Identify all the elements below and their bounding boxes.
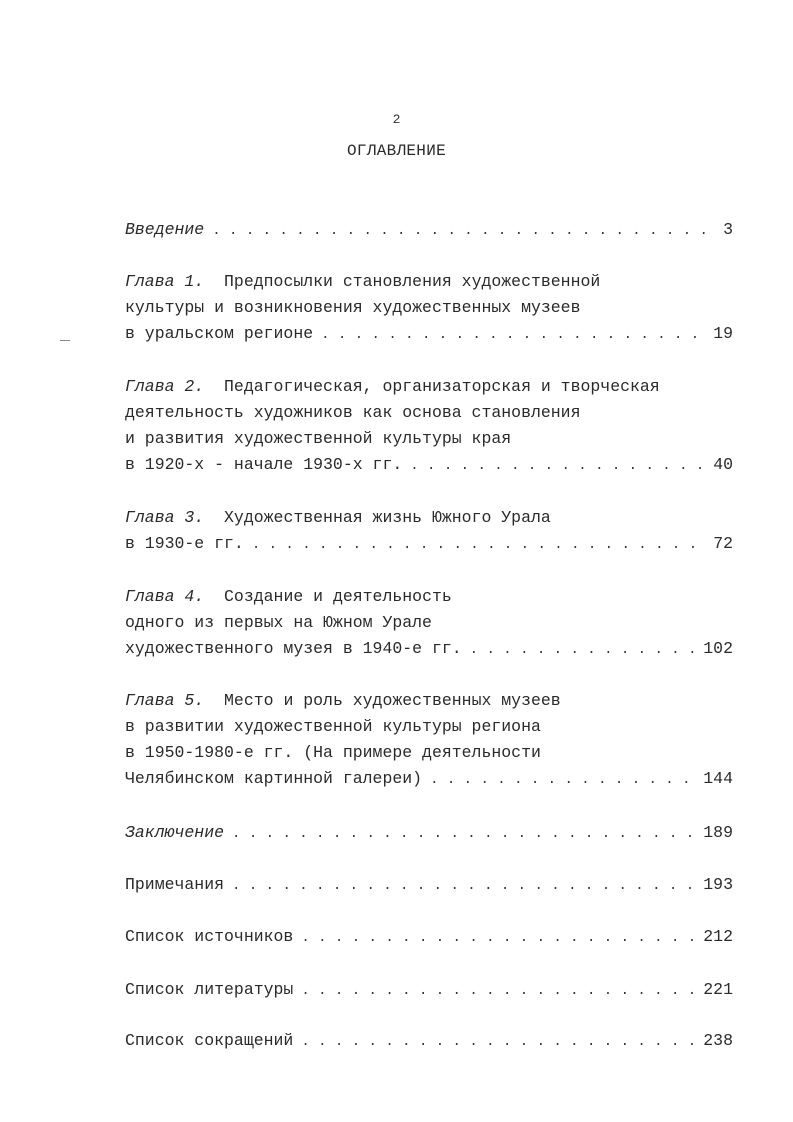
dot-leader <box>301 1028 695 1055</box>
dot-leader <box>470 636 696 663</box>
toc-entry-sources[interactable] <box>125 924 733 950</box>
toc-entry-line <box>125 688 733 714</box>
dot-leader <box>212 217 715 244</box>
toc-page-number: 3 <box>723 220 733 239</box>
toc-entry-label: Глава 2. <box>125 377 215 396</box>
toc-entry-text: одного из первых на Южном Урале <box>125 613 432 632</box>
toc-entry-line <box>125 426 733 452</box>
toc-entry-text: в 1950-1980-е гг. (На примере деятельности <box>125 743 541 762</box>
toc-entry-label: Глава 4. <box>125 587 215 606</box>
dot-leader <box>301 977 695 1004</box>
toc-page-number: 221 <box>703 980 733 999</box>
dot-leader <box>252 531 705 558</box>
toc-entry-label: Глава 3. <box>125 508 215 527</box>
toc-page-number: 212 <box>703 927 733 946</box>
toc-entry-text: Челябинском картинной галереи) <box>125 769 423 788</box>
toc-entry-text: художественного музея в 1940-е гг. <box>125 639 462 658</box>
toc-entry-line <box>125 505 733 531</box>
toc-entry-text: Место и роль художественных музеев <box>224 691 561 710</box>
dot-leader <box>232 820 695 847</box>
page-number: 2 <box>392 112 401 127</box>
toc-entry-text: Художественная жизнь Южного Урала <box>224 508 551 527</box>
toc-entry-line <box>125 714 733 740</box>
toc-entry-line <box>125 531 733 557</box>
dot-leader <box>430 766 695 793</box>
toc-entry-conclusion[interactable] <box>125 820 733 846</box>
toc-entry-text: Педагогическая, организаторская и творческая <box>224 377 660 396</box>
toc-entry-chapter-4[interactable] <box>125 584 733 662</box>
toc-page-number: 193 <box>703 875 733 894</box>
toc-entry-text: Список источников <box>125 927 294 946</box>
toc-entry-line <box>125 295 733 321</box>
toc-entry-text: в уральском регионе <box>125 324 314 343</box>
toc-entry-abbreviations[interactable] <box>125 1028 733 1054</box>
toc-entry-line <box>125 977 733 1003</box>
toc-entry-text: Примечания <box>125 875 225 894</box>
toc-entry-line <box>125 1028 733 1054</box>
toc-entry-line <box>125 820 733 846</box>
toc-entry-line <box>125 636 733 662</box>
toc-entry-label: Введение <box>125 220 205 239</box>
toc-entry-label: Заключение <box>125 823 225 842</box>
toc-entry-line <box>125 766 733 792</box>
toc-entry-text: Список литературы <box>125 980 294 999</box>
toc-page-number: 144 <box>703 769 733 788</box>
toc-entry-line <box>125 217 733 243</box>
toc-entry-chapter-3[interactable] <box>125 505 733 557</box>
toc-entry-text: Список сокращений <box>125 1031 294 1050</box>
toc-entry-text: в развитии художественной культуры региона <box>125 717 541 736</box>
toc-page-number: 19 <box>713 324 733 343</box>
toc-entry-line <box>125 269 733 295</box>
toc-entry-label: Глава 5. <box>125 691 215 710</box>
toc-entry-text: в 1930-е гг. <box>125 534 244 553</box>
toc-entry-line <box>125 400 733 426</box>
toc-page-number: 189 <box>703 823 733 842</box>
dot-leader <box>232 872 695 899</box>
toc-entry-text: деятельность художников как основа становления <box>125 403 581 422</box>
toc-entry-text: в 1920-х - начале 1930-х гг. <box>125 455 403 474</box>
toc-page-number: 102 <box>703 639 733 658</box>
toc-entry-chapter-2[interactable] <box>125 374 733 478</box>
toc-entry-chapter-1[interactable] <box>125 269 733 347</box>
toc-page-number: 72 <box>713 534 733 553</box>
toc-entry-chapter-5[interactable] <box>125 688 733 792</box>
toc-entry-text: Создание и деятельность <box>224 587 452 606</box>
toc-entry-text: Предпосылки становления художественной <box>224 272 601 291</box>
toc-entry-label: Глава 1. <box>125 272 215 291</box>
dot-leader <box>321 321 705 348</box>
toc-entry-line <box>125 584 733 610</box>
toc-entry-line <box>125 374 733 400</box>
toc-entry-line <box>125 740 733 766</box>
margin-mark <box>60 340 70 341</box>
dot-leader <box>410 452 705 479</box>
toc-entry-notes[interactable] <box>125 872 733 898</box>
toc-entry-line <box>125 452 733 478</box>
toc-entry-line <box>125 321 733 347</box>
page-title: ОГЛАВЛЕНИЕ <box>346 142 446 160</box>
toc-entry-line <box>125 610 733 636</box>
toc-page-number: 40 <box>713 455 733 474</box>
toc-entry-introduction[interactable] <box>125 217 733 243</box>
toc-entry-literature[interactable] <box>125 977 733 1003</box>
dot-leader <box>301 924 695 951</box>
toc-entry-text: культуры и возникновения художественных музеев <box>125 298 581 317</box>
toc-page-number: 238 <box>703 1031 733 1050</box>
toc-entry-text: и развития художественной культуры края <box>125 429 512 448</box>
toc-entry-line <box>125 872 733 898</box>
toc-entry-line <box>125 924 733 950</box>
